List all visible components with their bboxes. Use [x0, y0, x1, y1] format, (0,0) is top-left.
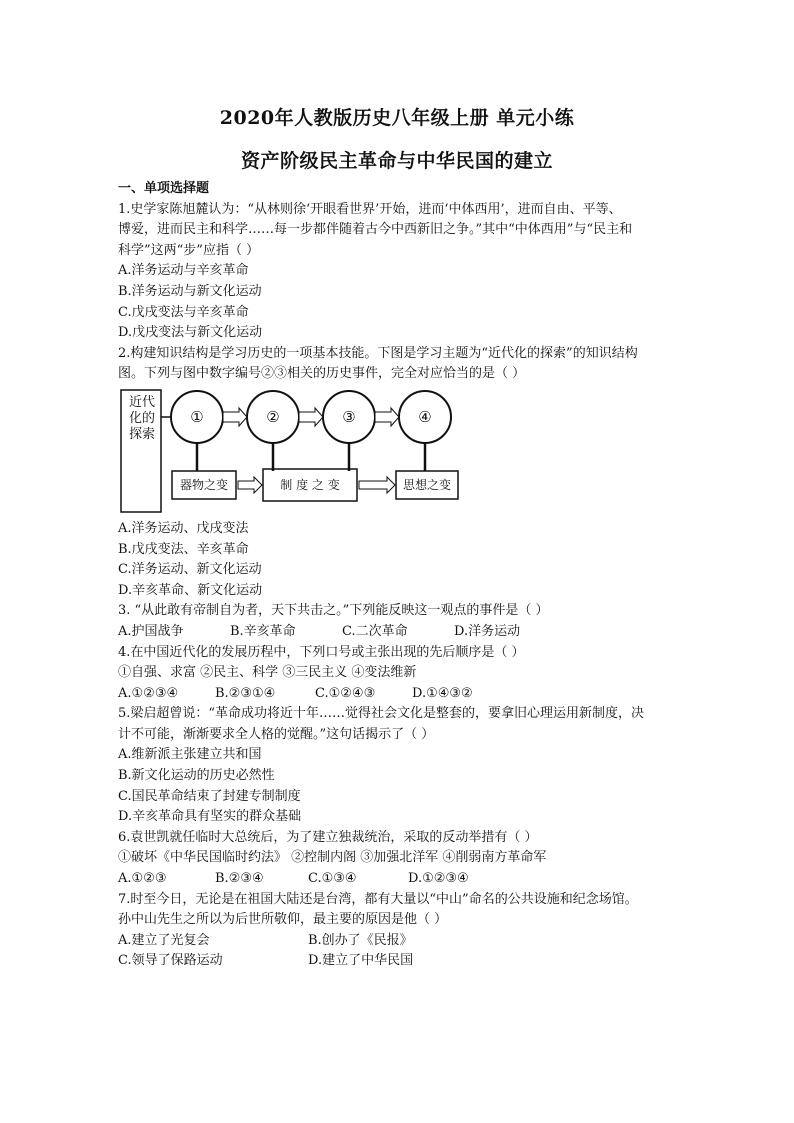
- page-title: 2020年人教版历史八年级上册 单元小练: [219, 107, 575, 129]
- q2-option-b: B.戊戌变法、辛亥革命: [118, 541, 249, 557]
- q2-option-c: C.洋务运动、新文化运动: [118, 562, 262, 578]
- q1-stem-2: 博爱，进而民主和科学……每一步都伴随着古今中西新旧之争。”其中“中体西用”与“民主和: [118, 222, 633, 238]
- q1-option-c: C.戊戌变法与辛亥革命: [118, 304, 249, 320]
- q6-options: [118, 869, 708, 890]
- q3-option-a: A.护国战争: [118, 623, 184, 639]
- q2-option-d: D.辛亥革命、新文化运动: [118, 582, 263, 598]
- q6-option-b: B.②③④: [215, 871, 264, 887]
- q5-option-a: A.维新派主张建立共和国: [118, 747, 262, 763]
- q6-option-a: A.①②③: [118, 871, 167, 887]
- q4-stem: 4.在中国近代化的发展历程中，下列口号或主张出现的先后顺序是（ ）: [118, 644, 525, 660]
- q6-option-c: C.①③④: [308, 871, 357, 887]
- section-heading: 一、单项选择题: [118, 181, 210, 196]
- q3-option-c: C.二次革命: [342, 623, 408, 639]
- q3-stem: 3. “从此敢有帝制自为者，天下共击之。”下列能反映这一观点的事件是（ ）: [118, 603, 549, 619]
- q5-option-b: B.新文化运动的历史必然性: [118, 768, 275, 784]
- q5-option-d: D.辛亥革命具有坚实的群众基础: [118, 809, 302, 825]
- q3-option-b: B.辛亥革命: [230, 623, 296, 639]
- q1-stem-1: 1.史学家陈旭麓认为：“从林则徐‘开眼看世界’开始，进而‘中体西用’，进而自由、平等、: [118, 201, 622, 217]
- q7-option-a: A.建立了光复会: [118, 932, 210, 948]
- q1-option-d: D.戊戌变法与新文化运动: [118, 325, 263, 341]
- q4-option-c: C.①②④③: [315, 685, 376, 701]
- q4-option-a: A.①②③④: [118, 685, 179, 701]
- circle-label-1: ①: [190, 407, 204, 426]
- q4-items: ①自强、求富 ②民主、科学 ③三民主义 ④变法维新: [118, 665, 417, 681]
- q6-stem: 6.袁世凯就任临时大总统后，为了建立独裁统治，采取的反动举措有（ ）: [118, 829, 538, 845]
- q1-stem-3: 科学”这两“步”应指（ ）: [118, 242, 260, 258]
- box-thought-change: 思想之变: [402, 477, 451, 492]
- q2-option-a: A.洋务运动、戊戌变法: [118, 520, 249, 536]
- q1-option-a: A.洋务运动与辛亥革命: [118, 263, 249, 279]
- q7-options-row-2: [118, 951, 708, 972]
- q7-option-d: D.建立了中华民国: [308, 953, 414, 969]
- circle-label-4: ④: [418, 407, 432, 426]
- q6-option-d: D.①②③④: [408, 871, 469, 887]
- q5-stem-2: 计不可能，渐渐要求全人格的觉醒。”这句话揭示了（ ）: [118, 726, 435, 742]
- q2-stem-2: 图。下列与图中数字编号②③相关的历史事件，完全对应恰当的是（ ）: [118, 366, 526, 382]
- box-system-change: 制 度 之 变: [280, 477, 340, 492]
- q2-stem-1: 2.构建知识结构是学习历史的一项基本技能。下图是学习主题为“近代化的探索”的知识结构: [118, 345, 638, 361]
- diagram-side-label: 近代化的探索: [128, 394, 155, 442]
- q5-option-c: C.国民革命结束了封建专制制度: [118, 788, 301, 804]
- circle-label-3: ③: [342, 407, 356, 426]
- q7-option-b: B.创办了《民报》: [308, 932, 413, 948]
- q4-options: [118, 684, 708, 705]
- q3-options: [118, 622, 708, 643]
- q7-stem-1: 7.时至今日，无论是在祖国大陆还是台湾，都有大量以“中山”命名的公共设施和纪念场馆。: [118, 891, 638, 907]
- knowledge-structure-diagram: [120, 389, 540, 515]
- q3-option-d: D.洋务运动: [454, 623, 521, 639]
- question-list: [118, 179, 708, 972]
- q7-stem-2: 孙中山先生之所以为后世所敬仰，最主要的原因是他（ ）: [118, 912, 448, 928]
- q4-option-b: B.②③①④: [215, 685, 276, 701]
- q1-option-b: B.洋务运动与新文化运动: [118, 283, 262, 299]
- box-material-change: 器物之变: [179, 477, 228, 492]
- q7-option-c: C.领导了保路运动: [118, 953, 223, 969]
- q7-options-row-1: [118, 931, 708, 952]
- page-subtitle: 资产阶级民主革命与中华民国的建立: [240, 150, 553, 172]
- q4-option-d: D.①④③②: [412, 685, 473, 701]
- q5-stem-1: 5.梁启超曾说：“革命成功将近十年……觉得社会文化是整套的，要拿旧心理运用新制度，决: [118, 706, 645, 722]
- circle-label-2: ②: [266, 407, 280, 426]
- q6-items: ①破坏《中华民国临时约法》 ②控制内阁 ③加强北洋军 ④削弱南方革命军: [118, 850, 547, 866]
